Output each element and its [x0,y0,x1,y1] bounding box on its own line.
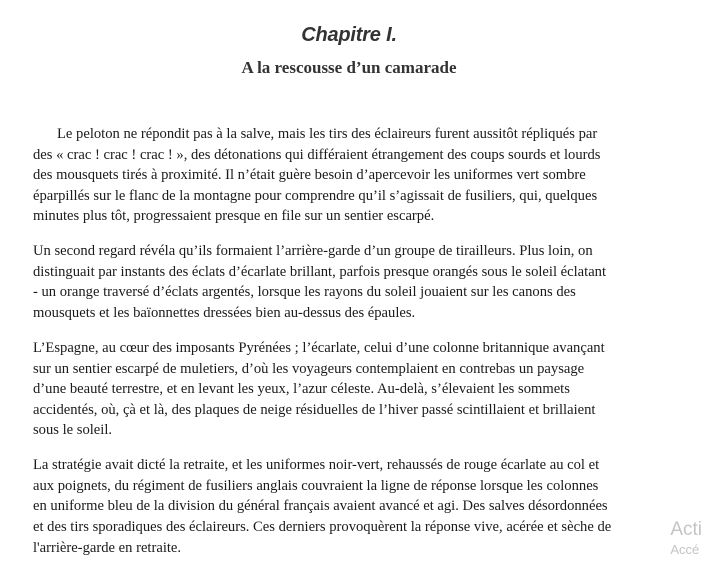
text-line: mousquets et les baïonnettes dressées bien au-dessus des épaules. [33,305,416,322]
text-line: minutes plus tôt, progressaient presque en file sur un sentier escarpé. [33,208,435,225]
chapter-body [33,124,665,558]
paragraph-3 [33,338,665,441]
text-line: en uniforme bleu de la division du général français avaient avancé et agi. Des salves désordonnées [33,498,608,515]
chapter-subtitle: A la rescousse d’un camarade [241,58,457,77]
paragraph-4 [33,455,665,558]
activation-watermark [670,519,702,559]
text-line: des « crac ! crac ! crac ! », des détonations qui différaient étrangement des coups sourds et lourds [33,146,601,163]
text-line: La stratégie avait dicté la retraite, et les uniformes noir-vert, rehaussés de rouge écarlate au col et [33,457,600,474]
text-line: et des tirs sporadiques des éclaireurs. Ces derniers provoquèrent la réponse vive, acérée et sèche de [33,518,612,535]
paragraph-2 [33,241,665,323]
text-line: éparpillés sur le flanc de la montagne pour comprendre qu’il s’agissait de fusiliers, qui, quelques [33,187,598,204]
text-line: accidentés, où, çà et là, des plaques de neige résiduelles de l’hiver passé scintillaient et brillaient [33,401,596,418]
text-line: - un orange traversé d’éclats argentés, lorsque les rayons du soleil jouaient sur les canons des [33,284,576,301]
text-line: Un second regard révéla qu’ils formaient l’arrière-garde d’un groupe de tirailleurs. Plus loin, on [33,243,593,260]
text-line: L’Espagne, au cœur des imposants Pyrénées ; l’écarlate, celui d’une colonne britannique avançant [33,339,605,356]
text-line: d’une beauté terrestre, et en levant les yeux, l’azur céleste. Au-delà, s’élevaient les sommets [33,381,570,398]
watermark-line-2: Accé [670,542,700,557]
watermark-line-1: Acti [670,519,702,540]
text-line: aux poignets, du régiment de fusiliers anglais couvraient la ligne de réponse lorsque les colonnes [33,477,599,494]
text-line: l'arrière-garde en retraite. [33,539,182,556]
text-line: Le peloton ne répondit pas à la salve, mais les tirs des éclaireurs furent aussitôt répliqués par [57,126,598,142]
text-line: sur un sentier escarpé de muletiers, d’où les voyageurs contemplaient en contrebas un paysage [33,360,585,377]
text-line: sous le soleil. [33,422,113,439]
chapter-title: Chapitre I. [301,24,397,46]
document-page [33,22,665,572]
text-line: des mousquets tirés à proximité. Il n’était guère besoin d’apercevoir les uniformes vert sombre [33,167,586,184]
paragraph-1 [33,124,665,227]
text-line: distinguait par instants des éclats d’écarlate brillant, parfois presque orangés sous le soleil éclatant [33,263,607,280]
